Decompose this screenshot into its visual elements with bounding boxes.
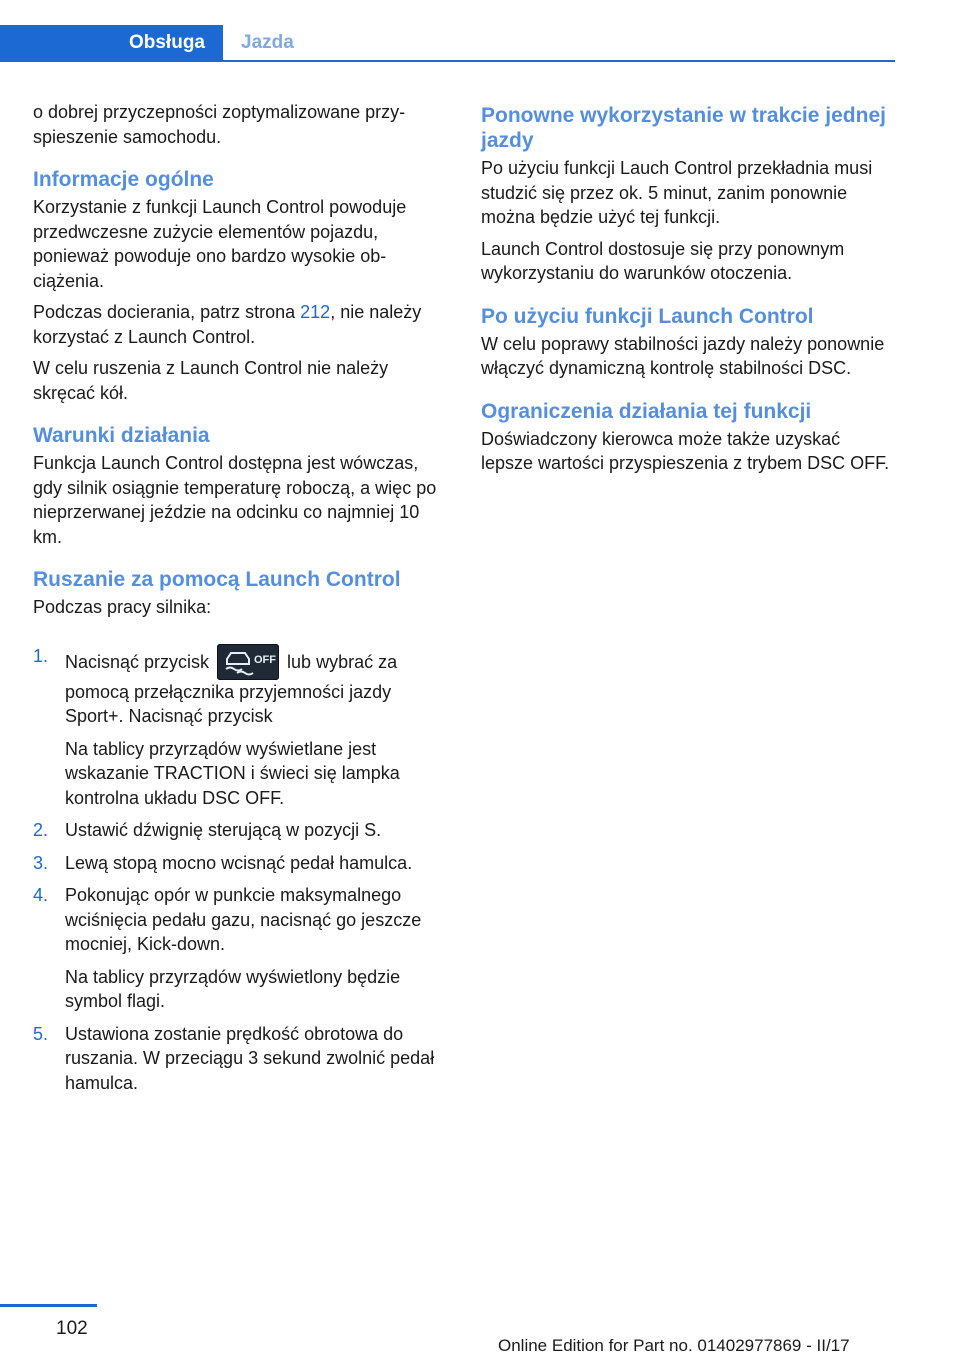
steps-list [33,644,451,1096]
page-link-212[interactable]: 212 [300,302,331,322]
reuse-paragraph-1: Po użyciu funkcji Lauch Control przekładnia musi studzić się przez ok. 5 minut, zanim ponownie można będzie użyć tej funkcji. [481,158,873,227]
list-item: 3. Lewą stopą mocno wcisnąć pedał hamulca. [33,851,451,876]
list-item: 1. Nacisnąć przycisk OFF lub wybrać za pomocą przełącznika przyjemności jazdy Sport+. Nacisnąć przycisk Na tablicy przyrządów wyświetlane jest wskazanie TRACTION i świeci się lampka kontrolna układu DSC OFF. [33,644,451,811]
step-number: 3. [33,852,49,873]
step-number: 4. [33,885,49,905]
limits-paragraph: Doświadczony kierowca może także uzyskać lepsze wartości przyspieszenia z trybem DSC OFF. [481,428,890,473]
header-tabs [0,25,895,61]
footer-divider [0,1304,97,1307]
right-column [481,100,891,483]
reuse-paragraph-2: Launch Control dostosuje się przy ponownym wykorzystaniu do warunków otoczenia. [481,238,845,283]
after-paragraph: W celu poprawy stabilności jazdy należy ponownie włączyć dynamiczną kontrolę stabilności DSC. [481,333,885,378]
general-paragraph-2: Podczas docierania, patrz strona 212, nie należy korzystać z Launch Control. [33,302,422,347]
heading-po-uzyciu: Po użyciu funkcji Launch Control [481,304,814,328]
heading-informacje-ogolne: Informacje ogólne [33,168,214,191]
intro-paragraph: o dobrej przyczepności zoptymalizowane przyspieszenie samochodu. [33,102,406,147]
heading-warunki-dzialania: Warunki działania [33,424,210,447]
step-number: 5. [33,1023,49,1044]
page-number: 102 [56,1318,88,1339]
tab-jazda[interactable]: Jazda [241,32,294,53]
conditions-paragraph: Funkcja Launch Control dostępna jest wówczas, gdy silnik osiągnie temperaturę roboczą, a więc po nieprzerwanej jeździe na odcinku co najmniej 10 km. [33,453,437,547]
list-item: 4. Pokonując opór w punkcie maksymalnego wciśnięcia pedału gazu, nacisnąć go jeszcze mocniej, Kick-down. Na tablicy przyrządów wyświetlony będzie symbol flagi. [33,883,451,1014]
general-paragraph-3: W celu ruszenia z Launch Control nie należy skręcać kół. [33,358,389,403]
heading-ponowne-wykorzystanie: Ponowne wykorzystanie w trakcie jednej jazdy [481,104,886,152]
list-item: 5. Ustawiona zostanie prędkość obrotowa do ruszania. W przeciągu 3 sekund zwolnić pedał hamulca. [33,1023,435,1093]
dsc-off-button-icon [217,644,279,680]
start-paragraph: Podczas pracy silnika: [33,597,212,617]
step-note: Na tablicy przyrządów wyświetlony będzie symbol flagi. [65,966,401,1011]
svg-text:OFF: OFF [254,653,277,666]
heading-ograniczenia: Ograniczenia działania tej funkcji [481,399,812,423]
left-column [33,100,451,1103]
step-note: Na tablicy przyrządów wyświetlane jest wskazanie TRACTION i świeci się lampka kontrolna układu DSC OFF. [65,738,400,808]
heading-ruszanie: Ruszanie za pomocą Launch Control [33,568,401,591]
general-paragraph-1: Korzystanie z funkcji Launch Control powoduje przedwczesne zużycie elementów pojazdu, ponieważ powoduje ono bardzo wysokie obciążenia. [33,197,407,291]
header-divider [0,60,895,62]
step-number: 1. [33,645,49,666]
list-item: 2. Ustawić dźwignię sterującą w pozycji S. [33,818,451,843]
tab-obsluga[interactable]: Obsługa [0,25,223,61]
step-number: 2. [33,820,49,840]
edition-note: Online Edition for Part no. 01402977869 - II/17 [498,1336,850,1355]
